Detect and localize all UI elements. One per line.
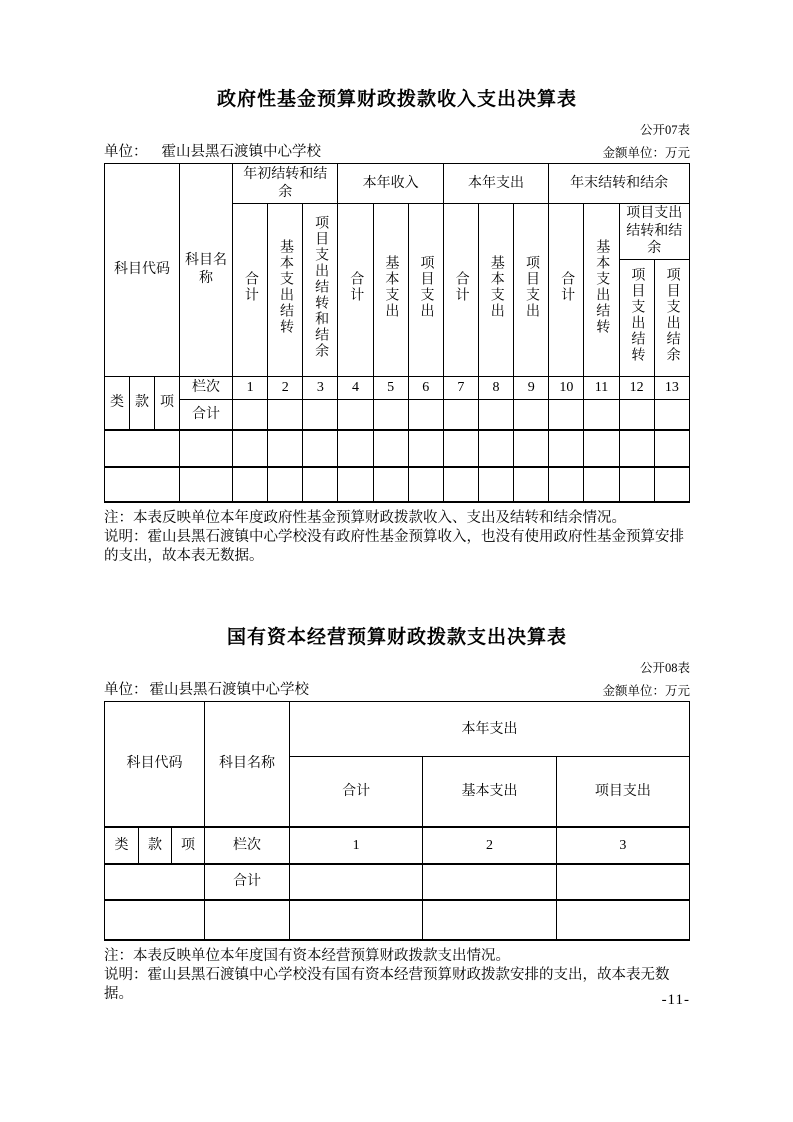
column-number-cell: 4 <box>338 376 373 399</box>
empty-cell <box>443 430 478 467</box>
empty-cell <box>556 900 689 940</box>
col-header-text: 基本支出 <box>383 255 399 319</box>
group-header-yearend-balance: 年末结转和结余 <box>549 164 690 204</box>
col-header-total <box>233 204 268 377</box>
unit-line <box>104 140 321 161</box>
empty-cell <box>619 467 654 502</box>
empty-cell <box>303 467 338 502</box>
code-part-item: 项 <box>172 827 205 864</box>
lanci-label: 栏次 <box>205 827 290 864</box>
column-number-cell: 8 <box>478 376 513 399</box>
subject-code-header: 科目代码 <box>105 702 205 827</box>
page-number: -11- <box>661 992 690 1008</box>
state-capital-table-title: 国有资本经营预算财政拨款支出决算表 <box>226 627 567 649</box>
empty-cell <box>408 399 443 430</box>
col-header-text: 项目支出结转和结余 <box>313 215 329 359</box>
empty-cell <box>268 399 303 430</box>
fund-budget-table <box>104 163 690 503</box>
empty-cell <box>549 467 584 502</box>
unit-label: 单位： <box>104 144 148 160</box>
total-row-label: 合计 <box>180 399 233 430</box>
column-number-cell: 2 <box>268 376 303 399</box>
empty-cell <box>654 399 689 430</box>
empty-cell <box>549 399 584 430</box>
column-number-cell: 5 <box>373 376 408 399</box>
col-header-project-expense <box>408 204 443 377</box>
column-number-cell: 3 <box>303 376 338 399</box>
empty-code-cell <box>105 430 180 467</box>
note-line: 说明：霍山县黑石渡镇中心学校没有政府性基金预算收入，也没有使用政府性基金预算安排的支出，故本表无数据。 <box>104 529 684 565</box>
col-header-text: 合计 <box>559 271 575 303</box>
subgroup-header-project-carryover-balance: 项目支出结转和结余 <box>619 204 689 260</box>
column-number-cell: 10 <box>549 376 584 399</box>
subject-name-header: 科目名称 <box>205 702 290 827</box>
column-number-cell: 3 <box>556 827 689 864</box>
unit-value: 霍山县黑石渡镇中心学校 <box>149 682 309 699</box>
note-line: 注：本表反映单位本年度国有资本经营预算财政拨款支出情况。 <box>104 947 510 964</box>
empty-cell <box>654 430 689 467</box>
state-capital-table <box>104 701 690 941</box>
column-number-cell: 6 <box>408 376 443 399</box>
empty-cell <box>423 864 556 900</box>
empty-cell <box>290 900 423 940</box>
empty-cell <box>205 900 290 940</box>
column-number-cell: 7 <box>443 376 478 399</box>
col-header-project-expense <box>514 204 549 377</box>
col-header-basic-expense <box>373 204 408 377</box>
empty-cell <box>268 467 303 502</box>
group-header-year-expense: 本年支出 <box>443 164 548 204</box>
empty-cell <box>338 467 373 502</box>
col-header-text: 合计 <box>242 271 258 303</box>
empty-cell <box>514 399 549 430</box>
empty-cell <box>514 467 549 502</box>
lanci-label: 栏次 <box>180 376 233 399</box>
code-part-section: 款 <box>130 376 155 430</box>
content-area <box>104 0 690 1004</box>
state-capital-table-number: 公开08表 <box>639 661 690 676</box>
col-header-text: 项目支出 <box>523 255 539 319</box>
empty-cell <box>408 467 443 502</box>
empty-cell <box>233 399 268 430</box>
note-line: 注：本表反映单位本年度政府性基金预算财政拨款收入、支出及结转和结余情况。 <box>104 510 626 526</box>
empty-cell <box>373 430 408 467</box>
amount-unit-label: 金额单位：万元 <box>602 146 690 160</box>
col-header-basic-carryover <box>584 204 619 377</box>
section-spacer <box>104 566 690 622</box>
empty-cell <box>408 430 443 467</box>
empty-cell <box>338 399 373 430</box>
col-header-total: 合计 <box>290 757 423 827</box>
empty-code-cell <box>105 467 180 502</box>
col-header-text: 基本支出结转 <box>277 239 293 335</box>
empty-code-cell <box>105 864 205 900</box>
empty-cell <box>443 399 478 430</box>
empty-cell <box>233 430 268 467</box>
unit-line <box>104 678 309 699</box>
col-header-text: 项目支出 <box>418 255 434 319</box>
fund-table-meta-row <box>104 140 690 161</box>
col-header-total <box>338 204 373 377</box>
empty-cell <box>619 430 654 467</box>
empty-code-cell <box>105 900 205 940</box>
empty-cell <box>584 399 619 430</box>
col-header-project-balance <box>654 259 689 376</box>
col-header-text: 基本支出 <box>488 255 504 319</box>
total-row-label: 合计 <box>205 864 290 900</box>
empty-cell <box>556 864 689 900</box>
col-header-basic-expense <box>478 204 513 377</box>
state-capital-table-notes <box>104 947 690 1004</box>
subject-code-header: 科目代码 <box>105 164 180 377</box>
empty-cell <box>584 467 619 502</box>
col-header-text: 合计 <box>453 271 469 303</box>
code-part-class: 类 <box>105 827 139 864</box>
empty-cell <box>478 399 513 430</box>
subject-name-header: 科目名称 <box>180 164 233 377</box>
group-header-year-income: 本年收入 <box>338 164 443 204</box>
note-line: 说明：霍山县黑石渡镇中心学校没有国有资本经营预算财政拨款安排的支出，故本表无数据。 <box>104 967 670 1003</box>
column-number-cell: 9 <box>514 376 549 399</box>
column-number-cell: 1 <box>290 827 423 864</box>
empty-cell <box>478 467 513 502</box>
code-part-class: 类 <box>105 376 130 430</box>
empty-cell <box>338 430 373 467</box>
empty-cell <box>303 399 338 430</box>
fund-budget-table-title: 政府性基金预算财政拨款收入支出决算表 <box>216 89 577 110</box>
empty-cell <box>233 467 268 502</box>
col-header-text: 合计 <box>348 271 364 303</box>
state-capital-meta-row <box>104 678 690 699</box>
code-part-section: 款 <box>139 827 172 864</box>
column-number-cell: 11 <box>584 376 619 399</box>
empty-cell <box>549 430 584 467</box>
column-number-cell: 2 <box>423 827 556 864</box>
col-header-project-expense: 项目支出 <box>556 757 689 827</box>
group-header-year-expense: 本年支出 <box>290 702 690 757</box>
col-header-project-carryover-balance <box>303 204 338 377</box>
empty-cell <box>290 864 423 900</box>
empty-cell <box>654 467 689 502</box>
col-header-total <box>443 204 478 377</box>
empty-cell <box>423 900 556 940</box>
fund-table-number: 公开07表 <box>639 123 690 137</box>
col-header-text: 项目支出结余 <box>664 266 680 363</box>
col-header-text: 项目支出结转 <box>629 266 645 363</box>
col-header-basic-expense: 基本支出 <box>423 757 556 827</box>
code-part-item: 项 <box>155 376 180 430</box>
empty-cell <box>268 430 303 467</box>
unit-value: 霍山县黑石渡镇中心学校 <box>161 144 321 160</box>
col-header-basic-carryover <box>268 204 303 377</box>
empty-cell <box>443 467 478 502</box>
col-header-total <box>549 204 584 377</box>
column-number-cell: 12 <box>619 376 654 399</box>
col-header-text: 基本支出结转 <box>594 239 610 335</box>
column-number-cell: 1 <box>233 376 268 399</box>
empty-cell <box>619 399 654 430</box>
unit-label: 单位： <box>104 682 148 699</box>
empty-cell <box>180 467 233 502</box>
fund-table-notes <box>104 509 690 566</box>
empty-cell <box>373 467 408 502</box>
group-header-begin-balance: 年初结转和结余 <box>233 164 338 204</box>
col-header-project-carryover <box>619 259 654 376</box>
empty-cell <box>180 430 233 467</box>
amount-unit-label: 金额单位：万元 <box>602 684 690 699</box>
empty-cell <box>584 430 619 467</box>
empty-cell <box>303 430 338 467</box>
column-number-cell: 13 <box>654 376 689 399</box>
empty-cell <box>373 399 408 430</box>
empty-cell <box>514 430 549 467</box>
empty-cell <box>478 430 513 467</box>
